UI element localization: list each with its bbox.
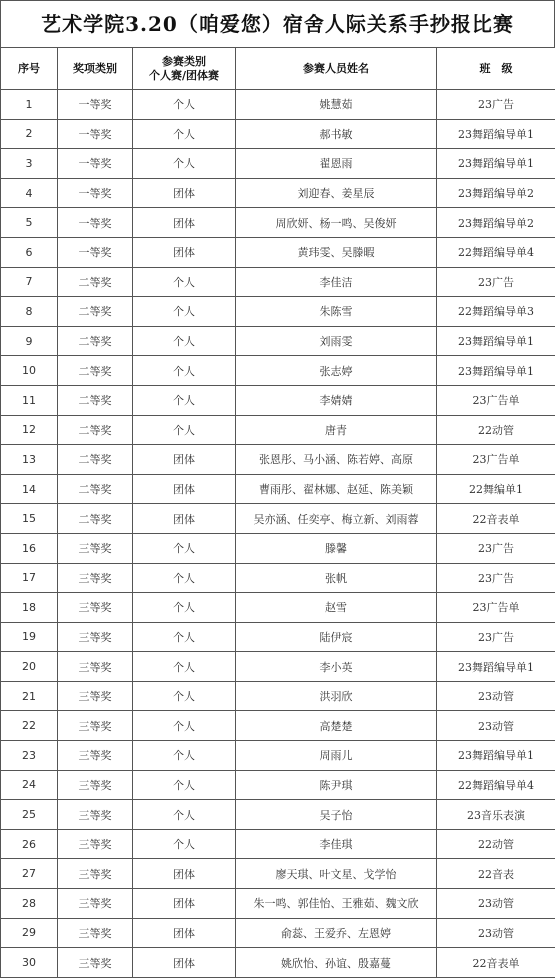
cell-names: 唐青 bbox=[236, 415, 437, 445]
table-header bbox=[1, 48, 555, 90]
table-row bbox=[1, 90, 555, 120]
cell-award: 三等奖 bbox=[58, 741, 133, 771]
cell-class: 23广告 bbox=[437, 622, 555, 652]
cell-names: 李佳琪 bbox=[236, 829, 437, 859]
cell-type: 个人 bbox=[133, 800, 236, 830]
cell-type: 个人 bbox=[133, 711, 236, 741]
cell-type: 个人 bbox=[133, 90, 236, 120]
cell-class: 23动管 bbox=[437, 681, 555, 711]
cell-award: 三等奖 bbox=[58, 681, 133, 711]
table-row bbox=[1, 504, 555, 534]
cell-award: 三等奖 bbox=[58, 622, 133, 652]
table-row bbox=[1, 385, 555, 415]
cell-type: 团体 bbox=[133, 445, 236, 475]
cell-names: 吴亦涵、任奕亭、梅立新、刘雨蓉 bbox=[236, 504, 437, 534]
cell-names: 陆伊宸 bbox=[236, 622, 437, 652]
cell-no: 1 bbox=[1, 90, 58, 120]
cell-type: 个人 bbox=[133, 593, 236, 623]
header-names: 参赛人员姓名 bbox=[236, 48, 437, 90]
table-row bbox=[1, 859, 555, 889]
cell-type: 团体 bbox=[133, 178, 236, 208]
cell-names: 李婧婧 bbox=[236, 385, 437, 415]
cell-award: 三等奖 bbox=[58, 918, 133, 948]
cell-no: 20 bbox=[1, 652, 58, 682]
cell-names: 翟恩雨 bbox=[236, 149, 437, 179]
table-row bbox=[1, 652, 555, 682]
cell-type: 团体 bbox=[133, 859, 236, 889]
cell-names: 高楚楚 bbox=[236, 711, 437, 741]
cell-type: 团体 bbox=[133, 889, 236, 919]
cell-names: 李佳洁 bbox=[236, 267, 437, 297]
cell-names: 陈尹琪 bbox=[236, 770, 437, 800]
table-row bbox=[1, 800, 555, 830]
cell-type: 个人 bbox=[133, 297, 236, 327]
cell-type: 个人 bbox=[133, 149, 236, 179]
table-row bbox=[1, 741, 555, 771]
table-row bbox=[1, 770, 555, 800]
cell-class: 22舞蹈编导单4 bbox=[437, 770, 555, 800]
cell-award: 一等奖 bbox=[58, 149, 133, 179]
cell-type: 个人 bbox=[133, 829, 236, 859]
header-type bbox=[133, 48, 236, 90]
cell-award: 三等奖 bbox=[58, 652, 133, 682]
cell-class: 23广告单 bbox=[437, 385, 555, 415]
cell-award: 三等奖 bbox=[58, 770, 133, 800]
cell-no: 18 bbox=[1, 593, 58, 623]
cell-no: 24 bbox=[1, 770, 58, 800]
cell-type: 个人 bbox=[133, 652, 236, 682]
cell-names: 刘迎春、姜星辰 bbox=[236, 178, 437, 208]
cell-names: 朱一鸣、郭佳怡、王雅茹、魏文欣 bbox=[236, 889, 437, 919]
cell-type: 个人 bbox=[133, 681, 236, 711]
cell-no: 3 bbox=[1, 149, 58, 179]
cell-type: 个人 bbox=[133, 326, 236, 356]
cell-no: 14 bbox=[1, 474, 58, 504]
cell-no: 7 bbox=[1, 267, 58, 297]
cell-class: 23广告 bbox=[437, 90, 555, 120]
cell-no: 30 bbox=[1, 948, 58, 978]
cell-type: 团体 bbox=[133, 208, 236, 238]
header-class: 班 级 bbox=[437, 48, 555, 90]
cell-names: 赵雪 bbox=[236, 593, 437, 623]
table-row bbox=[1, 622, 555, 652]
table-row bbox=[1, 119, 555, 149]
table-row bbox=[1, 178, 555, 208]
table-row bbox=[1, 267, 555, 297]
cell-names: 郝书敏 bbox=[236, 119, 437, 149]
cell-award: 三等奖 bbox=[58, 711, 133, 741]
cell-class: 23舞蹈编导单1 bbox=[437, 356, 555, 386]
cell-no: 12 bbox=[1, 415, 58, 445]
cell-names: 俞蕊、王爱乔、左恩婷 bbox=[236, 918, 437, 948]
table-row bbox=[1, 681, 555, 711]
cell-award: 三等奖 bbox=[58, 533, 133, 563]
cell-award: 二等奖 bbox=[58, 267, 133, 297]
cell-no: 22 bbox=[1, 711, 58, 741]
table-row bbox=[1, 918, 555, 948]
cell-names: 黄玮雯、吴滕暇 bbox=[236, 237, 437, 267]
cell-award: 一等奖 bbox=[58, 208, 133, 238]
cell-award: 三等奖 bbox=[58, 800, 133, 830]
cell-names: 洪羽欣 bbox=[236, 681, 437, 711]
cell-award: 一等奖 bbox=[58, 90, 133, 120]
cell-class: 22音表单 bbox=[437, 948, 555, 978]
header-type-line2: 个人赛/团体赛 bbox=[148, 68, 220, 82]
cell-no: 16 bbox=[1, 533, 58, 563]
cell-class: 23动管 bbox=[437, 711, 555, 741]
cell-class: 23舞蹈编导单1 bbox=[437, 119, 555, 149]
cell-no: 2 bbox=[1, 119, 58, 149]
cell-class: 23舞蹈编导单1 bbox=[437, 149, 555, 179]
cell-type: 个人 bbox=[133, 533, 236, 563]
cell-no: 5 bbox=[1, 208, 58, 238]
cell-no: 19 bbox=[1, 622, 58, 652]
cell-class: 23动管 bbox=[437, 918, 555, 948]
header-award: 奖项类别 bbox=[58, 48, 133, 90]
cell-class: 23舞蹈编导单2 bbox=[437, 178, 555, 208]
table-row bbox=[1, 711, 555, 741]
cell-type: 个人 bbox=[133, 267, 236, 297]
award-table bbox=[0, 47, 555, 978]
table-row bbox=[1, 415, 555, 445]
cell-names: 吴子怡 bbox=[236, 800, 437, 830]
table-row bbox=[1, 326, 555, 356]
table-row bbox=[1, 297, 555, 327]
cell-award: 二等奖 bbox=[58, 297, 133, 327]
table-row bbox=[1, 237, 555, 267]
cell-no: 9 bbox=[1, 326, 58, 356]
cell-no: 25 bbox=[1, 800, 58, 830]
cell-class: 22舞蹈编导单3 bbox=[437, 297, 555, 327]
cell-class: 22舞蹈编导单4 bbox=[437, 237, 555, 267]
cell-award: 三等奖 bbox=[58, 563, 133, 593]
cell-names: 刘雨雯 bbox=[236, 326, 437, 356]
cell-type: 团体 bbox=[133, 474, 236, 504]
cell-award: 一等奖 bbox=[58, 119, 133, 149]
cell-type: 个人 bbox=[133, 356, 236, 386]
cell-class: 23广告 bbox=[437, 563, 555, 593]
cell-no: 11 bbox=[1, 385, 58, 415]
cell-class: 23广告单 bbox=[437, 593, 555, 623]
cell-type: 团体 bbox=[133, 237, 236, 267]
header-type-line1: 参赛类别 bbox=[162, 54, 206, 68]
header-row bbox=[1, 48, 555, 90]
cell-award: 二等奖 bbox=[58, 445, 133, 475]
cell-names: 李小英 bbox=[236, 652, 437, 682]
cell-no: 21 bbox=[1, 681, 58, 711]
cell-award: 三等奖 bbox=[58, 593, 133, 623]
table-row bbox=[1, 356, 555, 386]
cell-award: 二等奖 bbox=[58, 474, 133, 504]
cell-award: 三等奖 bbox=[58, 829, 133, 859]
cell-award: 三等奖 bbox=[58, 859, 133, 889]
cell-names: 张帆 bbox=[236, 563, 437, 593]
table-row bbox=[1, 948, 555, 978]
cell-class: 23舞蹈编导单1 bbox=[437, 741, 555, 771]
cell-no: 13 bbox=[1, 445, 58, 475]
cell-class: 23舞蹈编导单1 bbox=[437, 652, 555, 682]
cell-class: 23广告单 bbox=[437, 445, 555, 475]
table-row bbox=[1, 563, 555, 593]
cell-award: 三等奖 bbox=[58, 948, 133, 978]
cell-names: 朱陈雪 bbox=[236, 297, 437, 327]
cell-no: 15 bbox=[1, 504, 58, 534]
cell-names: 周雨儿 bbox=[236, 741, 437, 771]
cell-class: 22动管 bbox=[437, 415, 555, 445]
table-row bbox=[1, 149, 555, 179]
cell-no: 4 bbox=[1, 178, 58, 208]
header-no: 序号 bbox=[1, 48, 58, 90]
cell-no: 26 bbox=[1, 829, 58, 859]
table-row bbox=[1, 533, 555, 563]
cell-award: 二等奖 bbox=[58, 504, 133, 534]
cell-type: 团体 bbox=[133, 948, 236, 978]
cell-award: 三等奖 bbox=[58, 889, 133, 919]
cell-type: 个人 bbox=[133, 622, 236, 652]
cell-class: 22动管 bbox=[437, 829, 555, 859]
cell-award: 二等奖 bbox=[58, 356, 133, 386]
cell-class: 22音表单 bbox=[437, 504, 555, 534]
cell-award: 二等奖 bbox=[58, 326, 133, 356]
cell-class: 23动管 bbox=[437, 889, 555, 919]
cell-type: 个人 bbox=[133, 741, 236, 771]
cell-names: 姚欣怡、孙谊、殷嘉蔓 bbox=[236, 948, 437, 978]
cell-class: 22舞编单1 bbox=[437, 474, 555, 504]
cell-names: 周欣妍、杨一鸣、吴俊妍 bbox=[236, 208, 437, 238]
cell-award: 一等奖 bbox=[58, 237, 133, 267]
cell-type: 个人 bbox=[133, 119, 236, 149]
cell-type: 个人 bbox=[133, 563, 236, 593]
cell-class: 23广告 bbox=[437, 533, 555, 563]
cell-class: 23广告 bbox=[437, 267, 555, 297]
cell-class: 22音表 bbox=[437, 859, 555, 889]
cell-names: 曹雨彤、翟林娜、赵延、陈美颖 bbox=[236, 474, 437, 504]
cell-type: 个人 bbox=[133, 415, 236, 445]
cell-no: 6 bbox=[1, 237, 58, 267]
cell-names: 张恩彤、马小涵、陈若婷、高原 bbox=[236, 445, 437, 475]
cell-award: 一等奖 bbox=[58, 178, 133, 208]
cell-type: 团体 bbox=[133, 504, 236, 534]
cell-no: 28 bbox=[1, 889, 58, 919]
cell-names: 滕馨 bbox=[236, 533, 437, 563]
cell-type: 团体 bbox=[133, 918, 236, 948]
cell-no: 8 bbox=[1, 297, 58, 327]
table-body bbox=[1, 90, 555, 978]
table-row bbox=[1, 593, 555, 623]
cell-no: 29 bbox=[1, 918, 58, 948]
cell-names: 廖天琪、叶文星、戈学怡 bbox=[236, 859, 437, 889]
cell-award: 二等奖 bbox=[58, 415, 133, 445]
cell-names: 张志婷 bbox=[236, 356, 437, 386]
cell-class: 23舞蹈编导单2 bbox=[437, 208, 555, 238]
cell-no: 17 bbox=[1, 563, 58, 593]
cell-award: 二等奖 bbox=[58, 385, 133, 415]
table-row bbox=[1, 474, 555, 504]
table-row bbox=[1, 445, 555, 475]
sheet-title: 艺术学院3.20（咱爱您）宿舍人际关系手抄报比赛 bbox=[0, 0, 555, 47]
cell-no: 23 bbox=[1, 741, 58, 771]
cell-names: 姚慧茹 bbox=[236, 90, 437, 120]
cell-no: 10 bbox=[1, 356, 58, 386]
cell-type: 个人 bbox=[133, 770, 236, 800]
table-row bbox=[1, 829, 555, 859]
cell-class: 23舞蹈编导单1 bbox=[437, 326, 555, 356]
cell-type: 个人 bbox=[133, 385, 236, 415]
table-row bbox=[1, 208, 555, 238]
cell-no: 27 bbox=[1, 859, 58, 889]
cell-class: 23音乐表演 bbox=[437, 800, 555, 830]
table-row bbox=[1, 889, 555, 919]
